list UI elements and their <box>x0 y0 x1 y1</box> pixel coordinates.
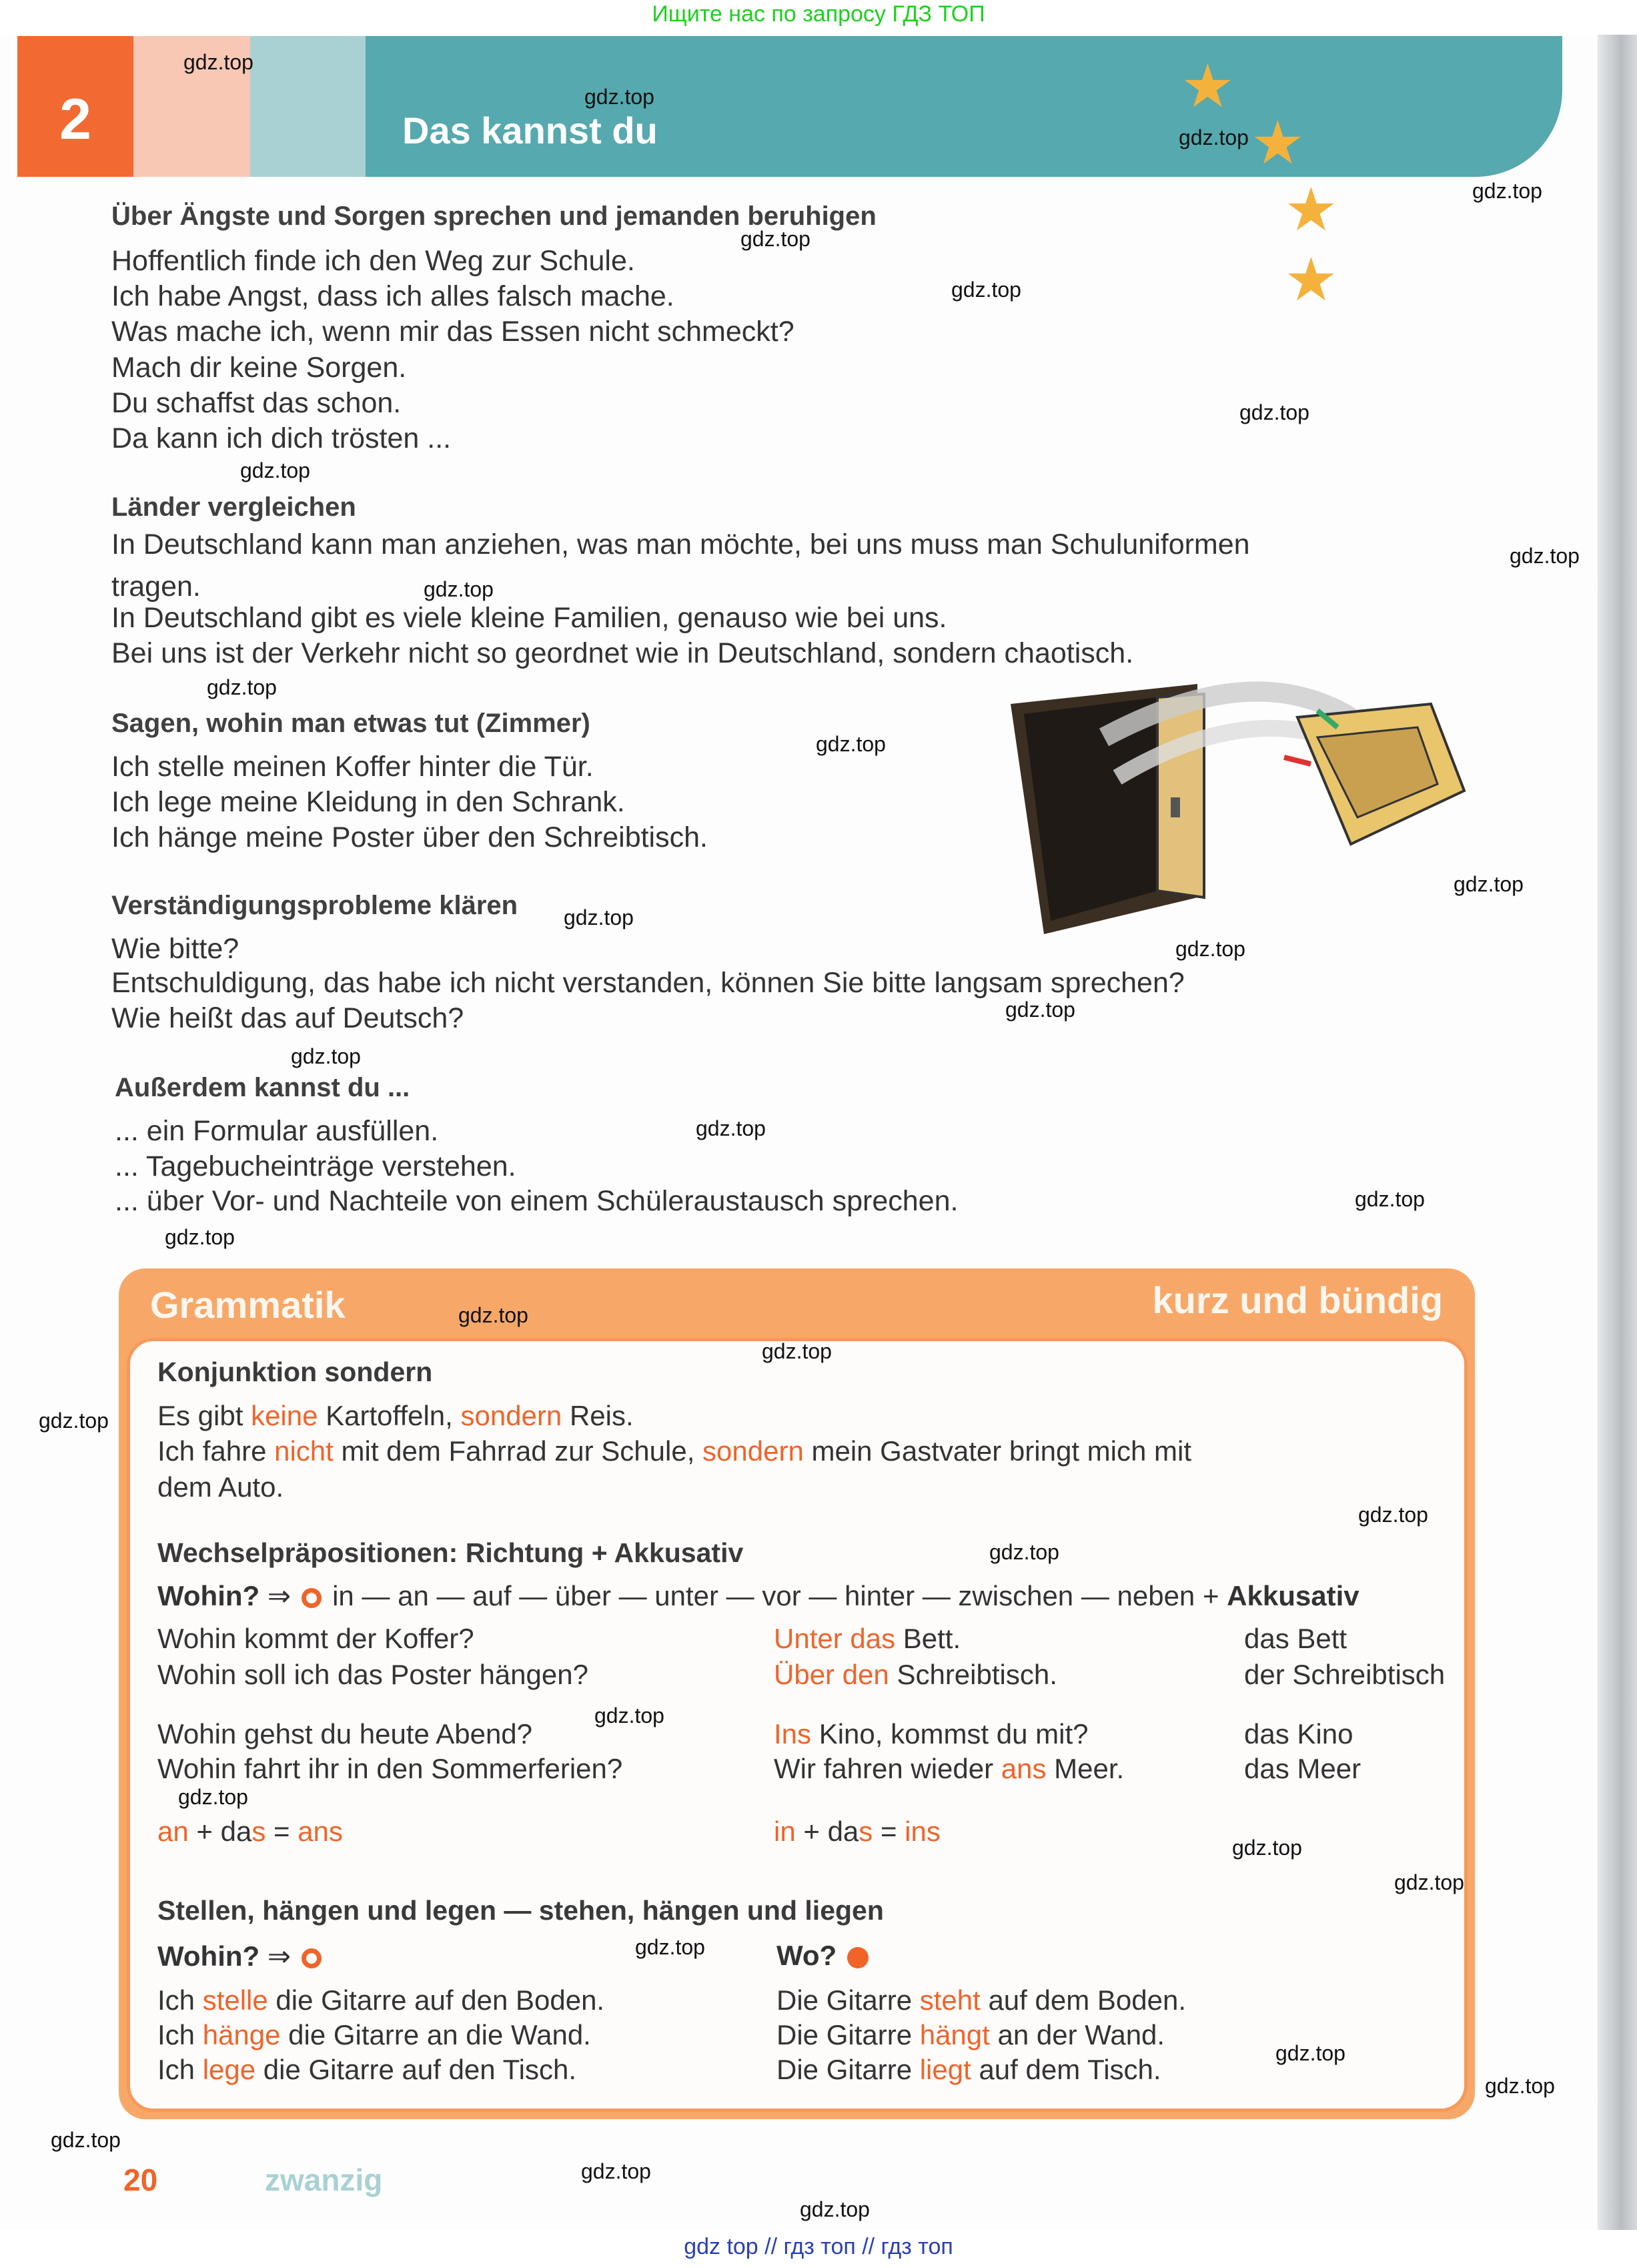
text-line: Mach dir keine Sorgen. <box>111 352 407 384</box>
watermark: gdz.top <box>1358 1503 1428 1527</box>
page-spine-edge <box>1598 35 1637 2230</box>
text-line: ... Tagebucheinträge verstehen. <box>115 1150 516 1182</box>
ring-icon <box>302 1588 322 1608</box>
watermark: gdz.top <box>594 1704 664 1728</box>
answer: Ins Kino, kommst du mit? <box>774 1718 1089 1750</box>
grammar-line: Ich lege die Gitarre auf den Tisch. <box>157 2054 577 2085</box>
grammar-line: dem Auto. <box>157 1471 284 1503</box>
watermark: gdz.top <box>39 1409 109 1433</box>
watermark: gdz.top <box>816 732 886 756</box>
text-line: Entschuldigung, das habe ich nicht verstanden, können Sie bitte langsam sprechen? <box>111 967 1185 999</box>
grammar-line: Ich stelle die Gitarre auf den Boden. <box>157 1984 605 2016</box>
watermark: gdz.top <box>581 2159 651 2183</box>
answer: Unter das Bett. <box>774 1623 961 1654</box>
watermark: gdz.top <box>1454 872 1524 896</box>
chapter-number: 2 <box>17 36 133 177</box>
watermark: gdz.top <box>51 2128 121 2152</box>
grammar-subtitle: kurz und bündig <box>1152 1279 1443 1321</box>
contraction-rule: in + das = ins <box>774 1816 941 1847</box>
text-line: Wie bitte? <box>111 933 239 965</box>
text-line: Was mache ich, wenn mir das Essen nicht schmeckt? <box>111 316 794 348</box>
text-line: Da kann ich dich trösten ... <box>111 422 452 454</box>
text-line: ... ein Formular ausfüllen. <box>115 1115 439 1147</box>
text-line: Ich lege meine Kleidung in den Schrank. <box>111 786 625 818</box>
text-line: tragen. <box>111 571 201 603</box>
watermark: gdz.top <box>1239 400 1309 424</box>
watermark: gdz.top <box>762 1339 832 1363</box>
arrow-icon: ⇒ <box>267 1580 292 1611</box>
watermark: gdz.top <box>165 1225 235 1249</box>
text-line: In Deutschland gibt es viele kleine Familien, genauso wie bei uns. <box>111 602 947 634</box>
text-line: ... über Vor- und Nachteile von einem Schüleraustausch sprechen. <box>115 1185 959 1217</box>
header-stripe-blue <box>250 36 366 177</box>
text-line: In Deutschland kann man anziehen, was man möchte, bei uns muss man Schuluniformen <box>111 528 1250 560</box>
section-heading: Sagen, wohin man etwas tut (Zimmer) <box>111 709 590 738</box>
ring-icon <box>302 1948 322 1968</box>
watermark: gdz.top <box>1355 1187 1425 1211</box>
grammar-title: Grammatik <box>150 1284 346 1326</box>
watermark: gdz.top <box>291 1044 361 1068</box>
grammar-line: Die Gitarre hängt an der Wand. <box>776 2019 1165 2050</box>
door-suitcase-illustration <box>1004 677 1471 937</box>
grammar-line: Ich fahre nicht mit dem Fahrrad zur Schule, sondern mein Gastvater bringt mich mit <box>157 1435 1191 1467</box>
watermark: gdz.top <box>696 1116 766 1140</box>
watermark: gdz.top <box>183 50 253 74</box>
star-icon: ★ <box>1251 110 1305 177</box>
noun: der Schreibtisch <box>1244 1659 1446 1690</box>
text-line: Ich hänge meine Poster über den Schreibtisch. <box>111 821 708 853</box>
watermark: gdz.top <box>635 1935 705 1959</box>
grammar-heading: Wechselpräpositionen: Richtung + Akkusativ <box>157 1537 744 1568</box>
grammar-line: Die Gitarre steht auf dem Boden. <box>776 1984 1186 2016</box>
noun: das Kino <box>1244 1718 1353 1750</box>
watermark: gdz.top <box>951 278 1021 302</box>
question: Wohin soll ich das Poster hängen? <box>157 1659 588 1690</box>
watermark: gdz.top <box>1175 937 1245 961</box>
wo-label: Wo? <box>776 1940 879 1972</box>
section-heading: Länder vergleichen <box>111 492 356 522</box>
watermark: gdz.top <box>424 577 494 601</box>
noun: das Meer <box>1244 1753 1361 1784</box>
page-number-word: zwanzig <box>265 2163 383 2197</box>
contraction-rule: an + das = ans <box>157 1816 343 1847</box>
watermark: gdz.top <box>178 1785 248 1809</box>
arrow-icon: ⇒ <box>267 1940 292 1972</box>
text-line: Bei uns ist der Verkehr nicht so geordnet wie in Deutschland, sondern chaotisch. <box>111 637 1134 669</box>
section-heading: Außerdem kannst du ... <box>115 1073 410 1102</box>
watermark: gdz.top <box>1510 544 1580 568</box>
question: Wohin gehst du heute Abend? <box>157 1718 533 1750</box>
answer: Über den Schreibtisch. <box>774 1659 1057 1690</box>
watermark: gdz.top <box>1485 2074 1555 2098</box>
watermark: gdz.top <box>1275 2041 1345 2065</box>
watermark: gdz.top <box>240 458 310 482</box>
watermark: gdz.top <box>564 905 634 929</box>
watermark: gdz.top <box>740 227 810 251</box>
watermark: gdz.top <box>1472 179 1542 203</box>
footer-links[interactable]: gdz top // гдз топ // гдз топ <box>684 2234 953 2259</box>
text-line: Ich habe Angst, dass ich alles falsch mache. <box>111 280 674 312</box>
text-line: Wie heißt das auf Deutsch? <box>111 1002 464 1034</box>
question: Wohin fahrt ihr in den Sommerferien? <box>157 1753 623 1784</box>
wohin-rule: Wohin? ⇒ in — an — auf — über — unter — vor — hinter — zwischen — neben + Akkusativ <box>157 1580 1359 1611</box>
section-heading: Verständigungsprobleme klären <box>111 891 518 920</box>
text-line: Hoffentlich finde ich den Weg zur Schule. <box>111 245 635 277</box>
page-title: Das kannst du <box>402 109 658 151</box>
text-line: Du schaffst das schon. <box>111 387 402 419</box>
wohin-label: Wohin? ⇒ <box>157 1940 332 1972</box>
section-heading: Über Ängste und Sorgen sprechen und jemanden beruhigen <box>111 202 877 231</box>
watermark: gdz.top <box>1394 1870 1464 1894</box>
watermark: gdz.top <box>1179 125 1249 149</box>
grammar-line: Ich hänge die Gitarre an die Wand. <box>157 2019 591 2050</box>
answer: Wir fahren wieder ans Meer. <box>774 1753 1125 1784</box>
star-icon: ★ <box>1181 53 1235 120</box>
watermark: gdz.top <box>458 1303 528 1327</box>
watermark: gdz.top <box>989 1540 1059 1564</box>
question: Wohin kommt der Koffer? <box>157 1623 474 1654</box>
text-line: Ich stelle meinen Koffer hinter die Tür. <box>111 751 594 783</box>
grammar-line: Es gibt keine Kartoffeln, sondern Reis. <box>157 1400 634 1431</box>
star-icon: ★ <box>1284 247 1338 314</box>
grammar-line: Die Gitarre liegt auf dem Tisch. <box>776 2054 1161 2085</box>
grammar-heading: Stellen, hängen und legen — stehen, hängen und liegen <box>157 1895 884 1926</box>
watermark: gdz.top <box>1232 1836 1302 1860</box>
star-icon: ★ <box>1284 177 1338 244</box>
grammar-heading: Konjunktion sondern <box>157 1357 433 1387</box>
noun: das Bett <box>1244 1623 1347 1654</box>
watermark: gdz.top <box>584 85 654 109</box>
search-banner: Ищите нас по запросу ГДЗ ТОП <box>652 1 985 27</box>
watermark: gdz.top <box>800 2197 870 2221</box>
dot-icon <box>847 1947 869 1968</box>
watermark: gdz.top <box>207 675 277 699</box>
watermark: gdz.top <box>1005 998 1075 1022</box>
page-number: 20 <box>123 2163 158 2197</box>
